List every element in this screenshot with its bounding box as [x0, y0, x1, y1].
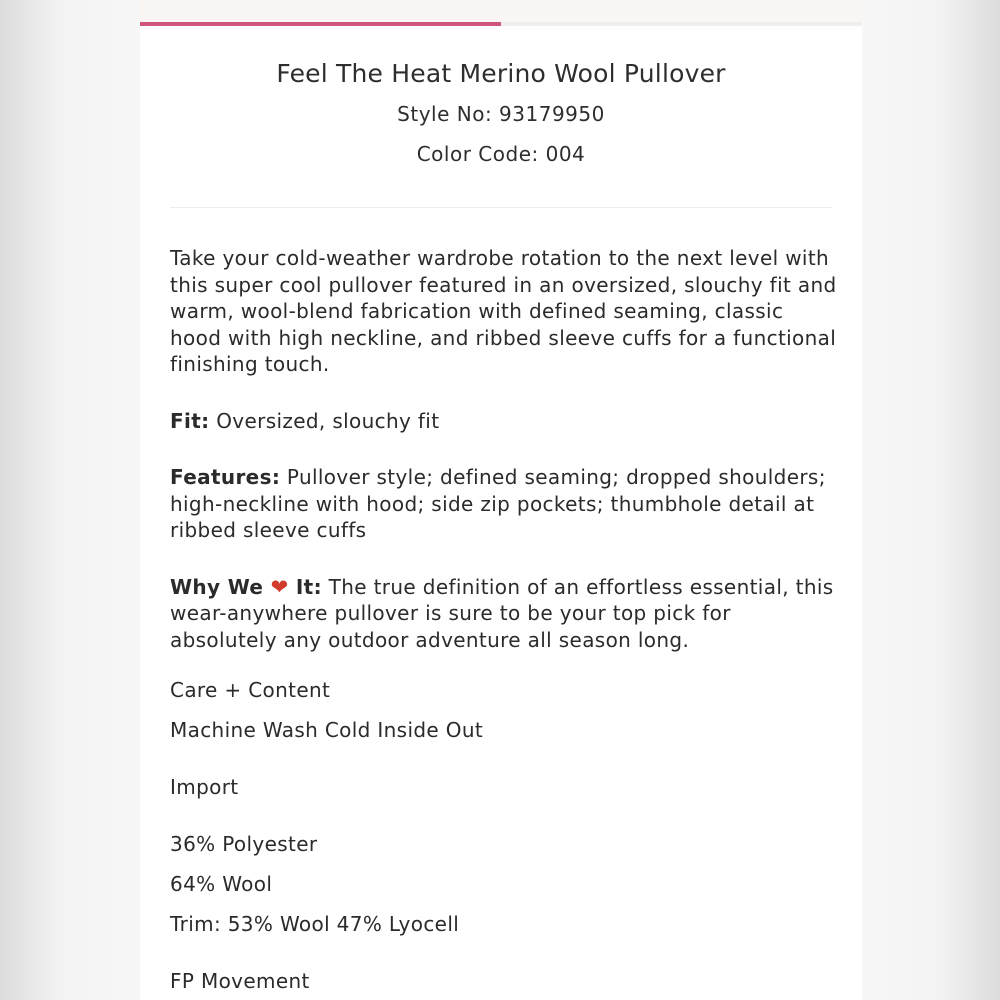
features-label: Features:: [170, 465, 281, 489]
why-we-love-it-text: The true definition of an effortless essential, this wear-anywhere pullover is sure to be your top pick for absolutely any outdoor adventure all season long.: [170, 574, 834, 652]
progress-bar: [140, 22, 862, 26]
why-we-love-it-detail: [170, 574, 840, 654]
material-line: 36% Polyester: [170, 832, 318, 856]
heart-icon: ❤: [270, 574, 289, 599]
divider: [170, 207, 832, 208]
progress-bar-fill: [140, 22, 501, 26]
brand-name: FP Movement: [170, 969, 310, 993]
care-instructions: Machine Wash Cold Inside Out: [170, 718, 484, 742]
features-text: Pullover style; defined seaming; dropped shoulders; high-neckline with hood; side zip pockets; thumbhole detail at ribbed sleeve cuffs: [170, 465, 826, 542]
why-we-label-start: Why We: [170, 574, 271, 599]
product-description: Take your cold-weather wardrobe rotation to the next level with this super cool pullover featured in an oversized, slouchy fit and warm, wool-blend fabrication with defined seaming, classic hood with high neckline, and ribbed sleeve cuffs for a functional finishing touch.: [170, 246, 837, 376]
product-description-section: [170, 245, 840, 994]
why-we-label-end: It:: [288, 574, 322, 599]
origin-text: Import: [170, 775, 239, 799]
material-line: 64% Wool: [170, 872, 273, 896]
product-title: Feel The Heat Merino Wool Pullover: [276, 59, 726, 88]
fit-label: Fit:: [170, 408, 210, 433]
color-code: Color Code: 004: [416, 142, 586, 166]
fit-detail: [170, 408, 840, 435]
product-header: [140, 54, 862, 174]
why-we-love-it-label: [170, 575, 322, 599]
features-detail: [170, 464, 840, 544]
product-details-panel[interactable]: [140, 0, 862, 1000]
care-content-heading: Care + Content: [170, 678, 331, 702]
style-number: Style No: 93179950: [397, 102, 605, 126]
fit-text: Oversized, slouchy fit: [209, 408, 440, 433]
material-line: Trim: 53% Wool 47% Lyocell: [170, 912, 460, 936]
